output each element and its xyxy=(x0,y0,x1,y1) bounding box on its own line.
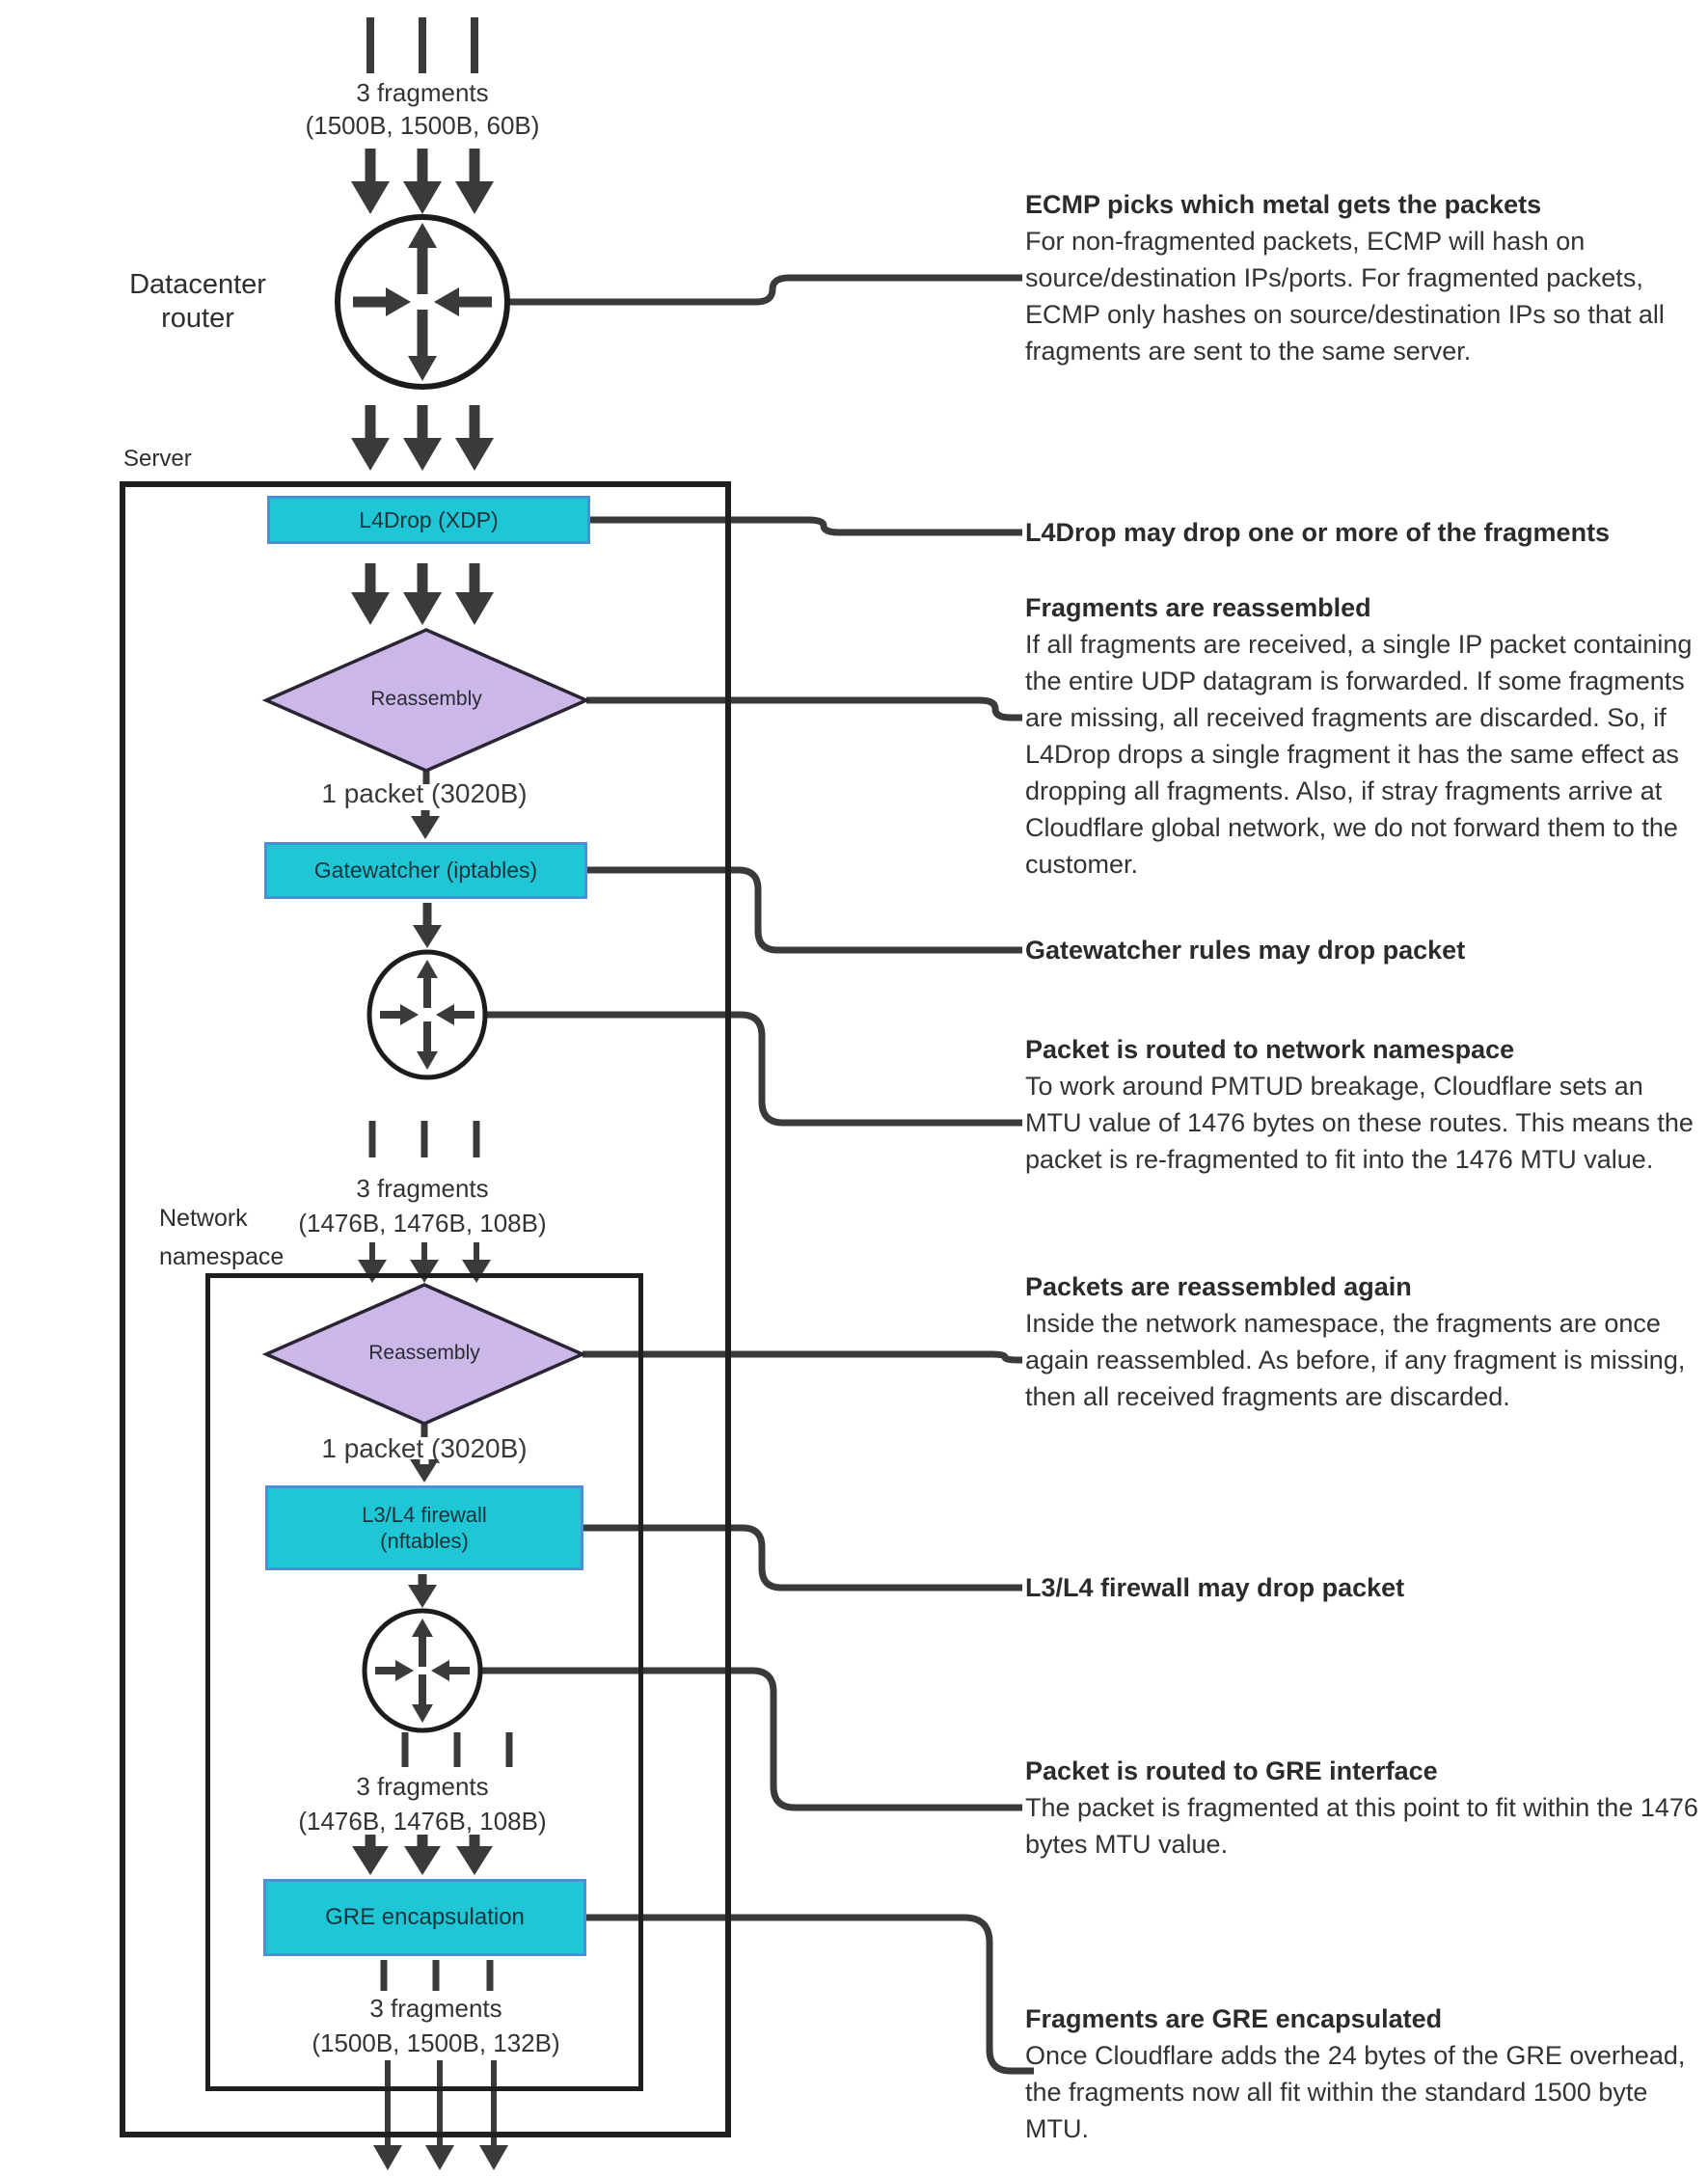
annotation-heading: ECMP picks which metal gets the packets xyxy=(1025,190,1542,219)
packet-1-label: 1 packet (3020B) xyxy=(321,778,528,808)
node-reassembly-2-label: Reassembly xyxy=(368,1342,480,1364)
flow-arrow-icon xyxy=(351,149,390,214)
datacenter-router-line2: router xyxy=(161,303,234,334)
node-l4drop xyxy=(267,496,590,544)
annotation-connector-line xyxy=(507,278,1022,302)
annotation-gre-encapsulated xyxy=(1025,2000,1700,2147)
annotation-reassembled xyxy=(1025,589,1700,883)
node-gre-encapsulation xyxy=(263,1879,586,1956)
node-l4drop-label: L4Drop (XDP) xyxy=(359,506,499,532)
annotation-heading: L4Drop may drop one or more of the fragments xyxy=(1025,518,1611,547)
annotation-heading: Gatewatcher rules may drop packet xyxy=(1025,936,1466,965)
flow-arrow-icon xyxy=(455,405,494,471)
annotation-body: Inside the network namespace, the fragments are once again reassembled. As before, if any fragment is missing, then all received fragments are discarded. xyxy=(1025,1309,1686,1411)
top-fragments-sizes: (1500B, 1500B, 60B) xyxy=(305,111,540,140)
network-namespace-box xyxy=(205,1273,643,2091)
annotation-firewall xyxy=(1025,1569,1700,1606)
annotation-heading: Packet is routed to network namespace xyxy=(1025,1035,1515,1064)
top-fragments-count: 3 fragments xyxy=(356,78,489,107)
annotation-body: For non-fragmented packets, ECMP will hash on source/destination IPs/ports. For fragmented packets, ECMP only hashes on source/destination IPs so that all fragments are sent to the same server. xyxy=(1025,227,1665,366)
flow-arrow-icon xyxy=(455,149,494,214)
out-fragments-count: 3 fragments xyxy=(369,1994,502,2023)
network-namespace-line1: Network xyxy=(159,1205,248,1232)
network-namespace-line2: namespace xyxy=(159,1243,285,1270)
annotation-heading: Fragments are GRE encapsulated xyxy=(1025,2004,1443,2033)
server-label: Server xyxy=(123,446,192,472)
node-gatewatcher-label: Gatewatcher (iptables) xyxy=(313,857,538,884)
annotation-gre-interface xyxy=(1025,1753,1700,1863)
annotation-reassembled-again xyxy=(1025,1268,1700,1415)
fragment-tick xyxy=(471,17,478,73)
annotation-heading: Packets are reassembled again xyxy=(1025,1272,1412,1301)
node-firewall-line2: (nftables) xyxy=(380,1529,469,1553)
mid-fragments-count: 3 fragments xyxy=(356,1174,489,1203)
annotation-body: To work around PMTUD breakage, Cloudflare sets an MTU value of 1476 bytes on these routes. This means the packet is re-fragmented to fit into the 1476 MTU value. xyxy=(1025,1072,1694,1174)
network-namespace-label xyxy=(159,1199,284,1276)
flow-arrow-icon xyxy=(403,405,442,471)
node-gre-label: GRE encapsulation xyxy=(325,1904,525,1930)
annotation-heading: Fragments are reassembled xyxy=(1025,593,1371,622)
datacenter-router-line1: Datacenter xyxy=(129,269,266,300)
packet-2-label: 1 packet (3020B) xyxy=(321,1433,528,1463)
annotation-gatewatcher xyxy=(1025,932,1700,968)
annotation-routed-namespace xyxy=(1025,1031,1700,1178)
datacenter-router-label xyxy=(82,268,313,336)
ns-fragments-count: 3 fragments xyxy=(356,1772,489,1801)
annotation-body: If all fragments are received, a single IP packet containing the entire UDP datagram is forwarded. If some fragments are missing, all received fragments are discarded. So, if L4Drop drops a single fragment it has the same effect as dropping all fragments. Also, if stray fragments arrive at Cloudflare global network, we do not forward them to the customer. xyxy=(1025,630,1693,879)
annotation-body: The packet is fragmented at this point to fit within the 1476 bytes MTU value. xyxy=(1025,1793,1698,1859)
flow-arrow-icon xyxy=(351,405,390,471)
out-fragments-sizes: (1500B, 1500B, 132B) xyxy=(312,2028,560,2057)
flow-arrow-icon xyxy=(403,149,442,214)
ns-fragments-sizes: (1476B, 1476B, 108B) xyxy=(298,1807,547,1836)
annotation-heading: Packet is routed to GRE interface xyxy=(1025,1756,1438,1785)
node-reassembly-1-label: Reassembly xyxy=(370,688,482,710)
annotation-l4drop xyxy=(1025,514,1700,551)
node-gatewatcher xyxy=(264,842,587,899)
annotation-body: Once Cloudflare adds the 24 bytes of the GRE overhead, the fragments now all fit within the standard 1500 byte MTU. xyxy=(1025,2041,1686,2143)
mid-fragments-sizes: (1476B, 1476B, 108B) xyxy=(298,1209,547,1238)
node-l3l4-firewall xyxy=(265,1485,583,1570)
fragment-tick xyxy=(366,17,374,73)
node-firewall-line1: L3/L4 firewall xyxy=(362,1502,487,1527)
fragment-tick xyxy=(419,17,426,73)
annotation-heading: L3/L4 firewall may drop packet xyxy=(1025,1573,1405,1602)
annotation-ecmp xyxy=(1025,186,1700,369)
